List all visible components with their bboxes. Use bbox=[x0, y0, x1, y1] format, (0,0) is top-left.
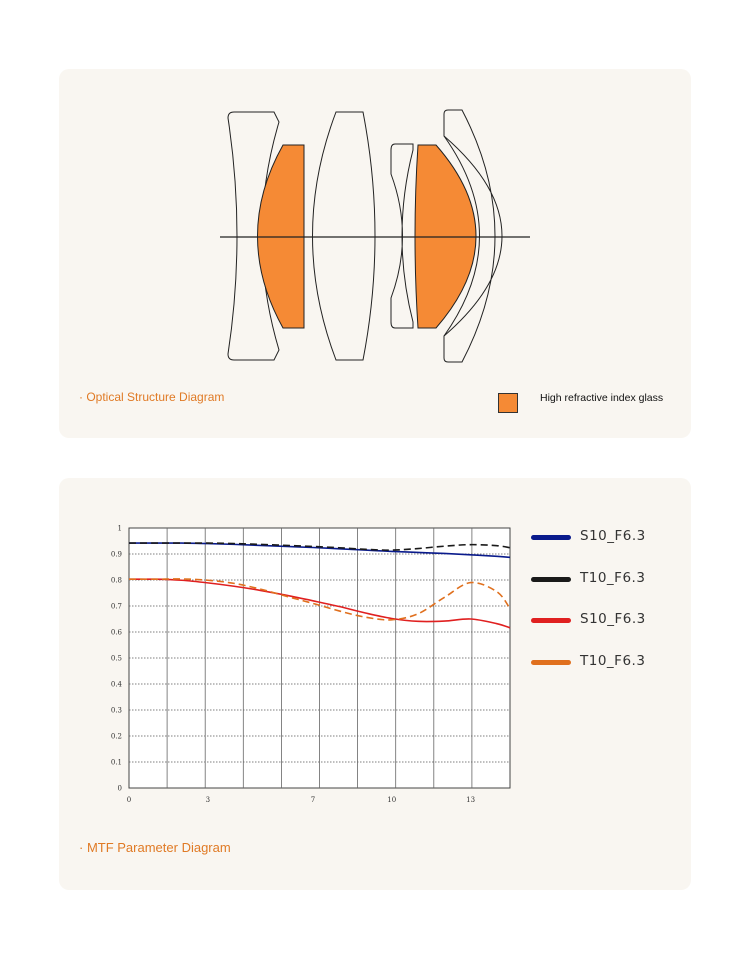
mtf-card bbox=[59, 478, 691, 890]
y-tick-label: 0.3 bbox=[110, 706, 122, 715]
legend-line-2 bbox=[531, 577, 571, 582]
y-tick-label: 0.2 bbox=[110, 732, 122, 741]
legend-line-1 bbox=[531, 535, 571, 540]
y-tick-label: 0.7 bbox=[110, 602, 122, 611]
mtf-caption: · MTF Parameter Diagram bbox=[79, 840, 231, 855]
glass-legend-label: High refractive index glass bbox=[540, 392, 664, 404]
legend-line-3 bbox=[531, 618, 571, 623]
lens-element-3 bbox=[391, 144, 413, 328]
optical-structure-card bbox=[59, 69, 691, 438]
y-tick-label: 0.5 bbox=[110, 654, 122, 663]
x-tick-label: 10 bbox=[387, 796, 397, 804]
x-tick-label: 0 bbox=[126, 796, 132, 804]
y-tick-label: 0.9 bbox=[110, 550, 122, 559]
y-tick-label: 0 bbox=[117, 784, 122, 793]
optical-caption: · Optical Structure Diagram bbox=[79, 390, 225, 404]
glass-legend-swatch bbox=[498, 393, 518, 413]
x-tick-label: 7 bbox=[310, 796, 316, 804]
x-tick-label: 3 bbox=[205, 796, 211, 804]
lens-element-2 bbox=[313, 112, 376, 360]
legend-label-1: S10_F6.3 bbox=[580, 528, 646, 544]
x-tick-label: 13 bbox=[466, 796, 476, 804]
y-tick-label: 1 bbox=[117, 524, 122, 533]
legend-label-2: T10_F6.3 bbox=[580, 569, 646, 586]
y-tick-label: 0.4 bbox=[110, 680, 122, 689]
y-tick-label: 0.1 bbox=[110, 758, 122, 767]
y-tick-label: 0.6 bbox=[110, 628, 122, 637]
legend-line-4 bbox=[531, 660, 571, 665]
legend-label-3: S10_F6.3 bbox=[580, 611, 646, 627]
y-tick-label: 0.8 bbox=[110, 576, 122, 585]
optical-structure-diagram bbox=[59, 69, 691, 438]
legend-label-4: T10_F6.3 bbox=[580, 652, 646, 669]
